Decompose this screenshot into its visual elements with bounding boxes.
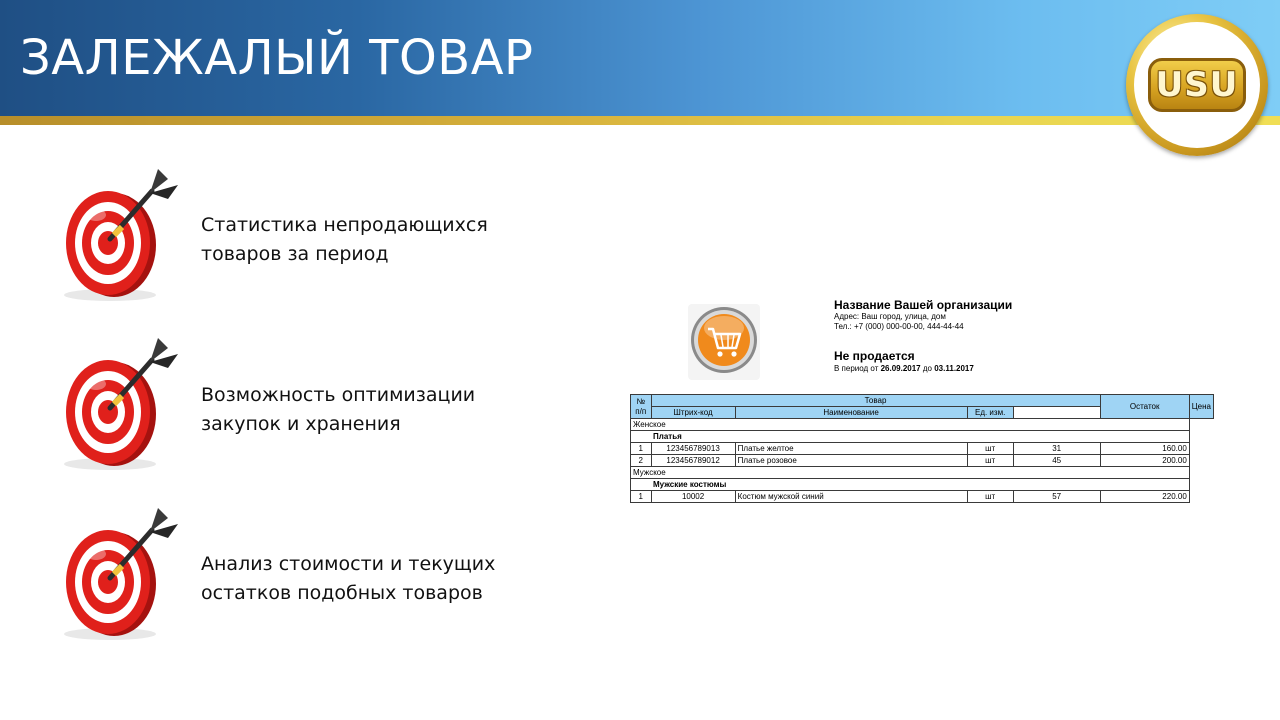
organization-phone: Тел.: +7 (000) 000-00-00, 444-44-44 (834, 322, 964, 331)
feature-text (201, 550, 495, 608)
organization-address: Адрес: Ваш город, улица, дом (834, 312, 946, 321)
date-from: 26.09.2017 (880, 364, 921, 373)
cell-barcode: 123456789013 (651, 443, 735, 455)
usu-logo (1126, 14, 1268, 156)
organization-name: Название Вашей организации (834, 298, 1013, 312)
col-product-header: Товар (651, 395, 1100, 407)
feature-line: Возможность оптимизации (201, 384, 476, 406)
cell-unit: шт (967, 491, 1013, 503)
feature-line: Статистика непродающихся (201, 214, 488, 236)
logo-inner-ring (1134, 22, 1260, 148)
col-unit-header: Ед. изм. (967, 407, 1013, 419)
cell-num: 1 (631, 443, 652, 455)
report-preview (630, 296, 1215, 508)
organization-info (834, 298, 1194, 332)
col-price-header: Цена (1189, 395, 1213, 419)
report-title: Не продается (834, 349, 915, 363)
logo-text: USU (1155, 65, 1239, 105)
table-group-row (631, 467, 1214, 479)
feature-line: Анализ стоимости и текущих (201, 553, 496, 575)
col-num-header: № п/п (631, 395, 652, 419)
cell-stock: 45 (1013, 455, 1100, 467)
cell-num: 1 (631, 491, 652, 503)
date-to: 03.11.2017 (934, 364, 974, 373)
col-barcode-header: Штрих-код (651, 407, 735, 419)
target-dart-icon (50, 165, 190, 305)
feature-item-analysis (50, 504, 510, 644)
header-gold-stripe (0, 116, 1280, 125)
cell-stock: 31 (1013, 443, 1100, 455)
group-label: Мужское (631, 467, 1190, 479)
table-row (631, 443, 1214, 455)
shopping-cart-icon (686, 302, 762, 382)
cell-price: 200.00 (1100, 455, 1189, 467)
table-row (631, 455, 1214, 467)
feature-line: закупок и хранения (201, 413, 401, 435)
target-dart-icon (50, 334, 190, 474)
target-dart-icon (50, 504, 190, 644)
col-stock-header: Остаток (1100, 395, 1189, 419)
report-table (630, 394, 1214, 503)
cell-price: 160.00 (1100, 443, 1189, 455)
cell-barcode: 10002 (651, 491, 735, 503)
table-subgroup-row (631, 431, 1214, 443)
table-subgroup-row (631, 479, 1214, 491)
cell-unit: шт (967, 443, 1013, 455)
col-name-header: Наименование (735, 407, 967, 419)
subgroup-label: Платья (631, 431, 1190, 443)
cell-name: Платье розовое (735, 455, 967, 467)
feature-item-optimization (50, 334, 510, 474)
cell-unit: шт (967, 455, 1013, 467)
feature-text (201, 211, 488, 269)
cell-num: 2 (631, 455, 652, 467)
report-period (834, 364, 974, 374)
cell-stock: 57 (1013, 491, 1100, 503)
feature-item-statistics (50, 165, 510, 305)
cell-price: 220.00 (1100, 491, 1189, 503)
feature-line: остатков подобных товаров (201, 582, 483, 604)
feature-line: товаров за период (201, 243, 389, 265)
cell-name: Платье желтое (735, 443, 967, 455)
table-group-row (631, 419, 1214, 431)
period-mid: до (922, 364, 932, 373)
table-row (631, 491, 1214, 503)
cell-name: Костюм мужской синий (735, 491, 967, 503)
group-label: Женское (631, 419, 1190, 431)
page-title: ЗАЛЕЖАЛЫЙ ТОВАР (20, 30, 534, 86)
logo-badge (1148, 58, 1246, 112)
period-prefix: В период от (834, 364, 879, 373)
feature-text (201, 381, 475, 439)
cell-barcode: 123456789012 (651, 455, 735, 467)
subgroup-label: Мужские костюмы (631, 479, 1190, 491)
